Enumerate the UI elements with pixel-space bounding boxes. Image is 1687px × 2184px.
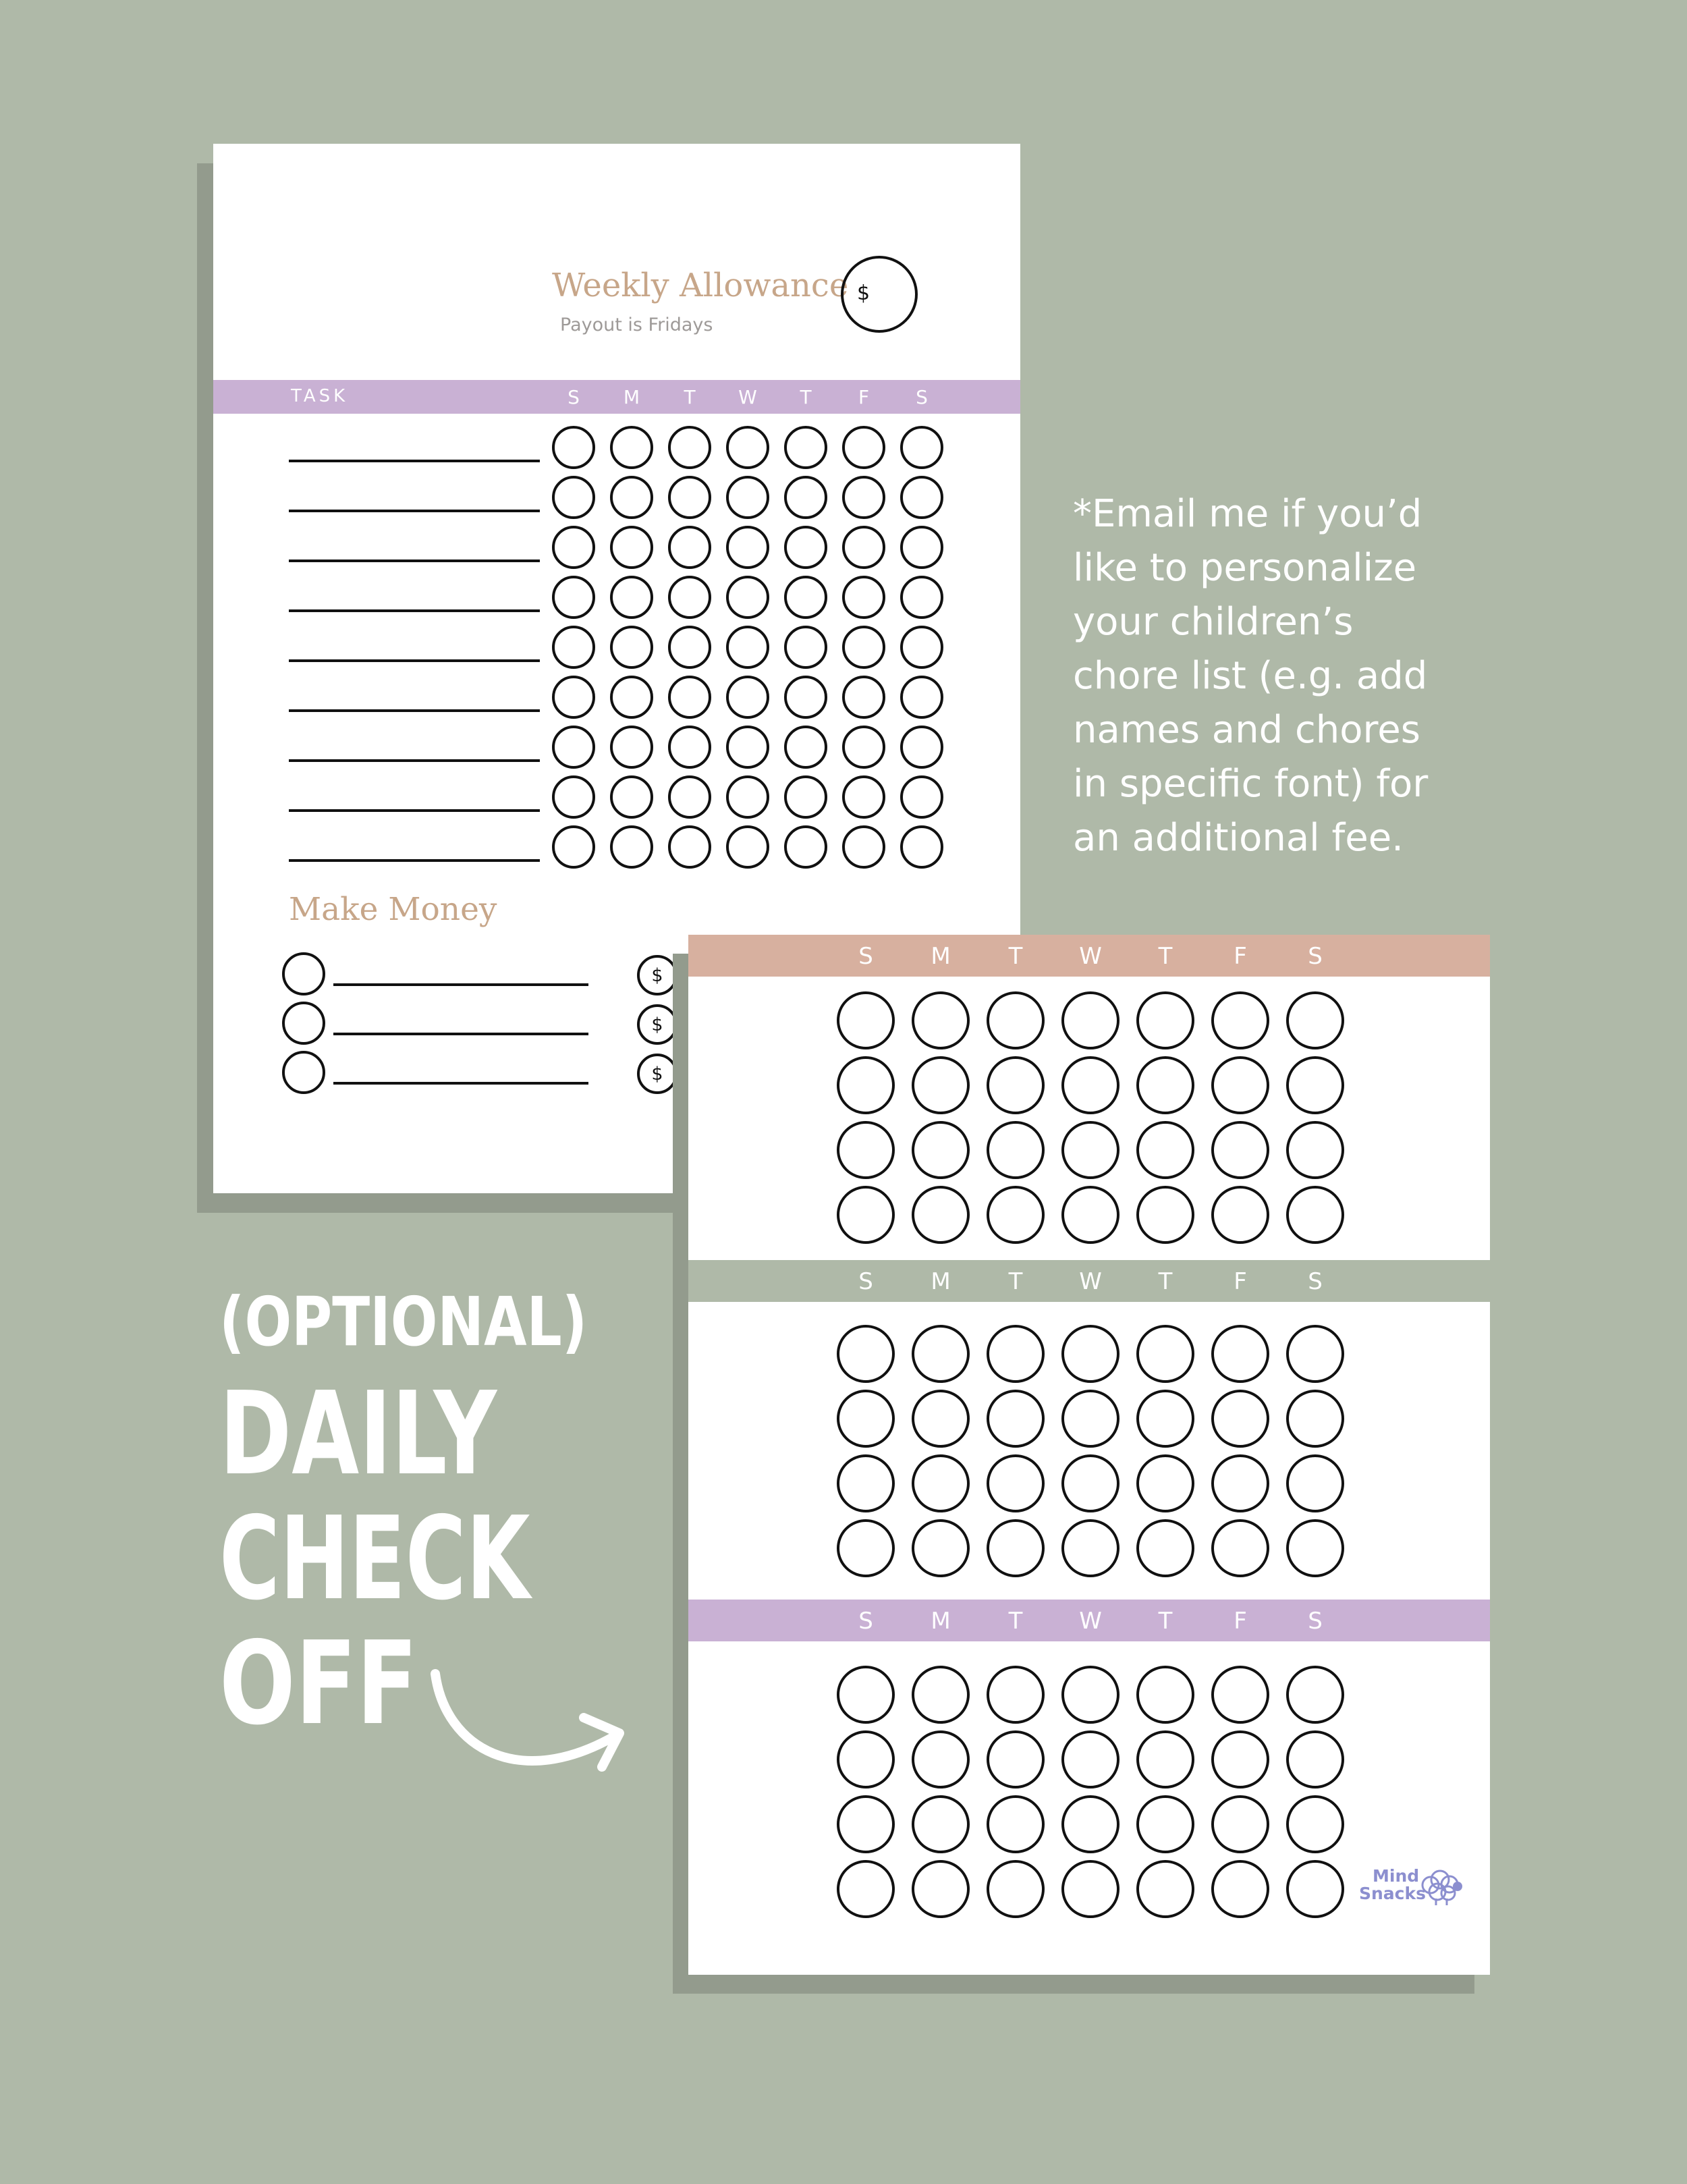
daily-checkbox[interactable]: [1286, 1860, 1344, 1918]
weekly-day-label: S: [568, 386, 580, 408]
daily-checkbox[interactable]: [1136, 1121, 1194, 1179]
daily-checkbox[interactable]: [912, 1056, 970, 1114]
task-day-checkbox[interactable]: [842, 526, 885, 569]
daily-checkbox[interactable]: [1286, 1454, 1344, 1512]
allowance-amount-circle[interactable]: [841, 256, 918, 333]
daily-checkbox[interactable]: [1211, 991, 1269, 1049]
daily-checkbox[interactable]: [1136, 1666, 1194, 1724]
task-day-checkbox[interactable]: [552, 526, 595, 569]
task-day-checkbox[interactable]: [610, 476, 653, 519]
daily-checkbox[interactable]: [1061, 1121, 1119, 1179]
daily-checkbox[interactable]: [1061, 1730, 1119, 1789]
task-day-checkbox[interactable]: [552, 676, 595, 719]
daily-checkbox[interactable]: [1211, 1860, 1269, 1918]
task-day-checkbox[interactable]: [610, 825, 653, 869]
money-amount-circle[interactable]: $: [637, 1054, 677, 1094]
task-day-checkbox[interactable]: [726, 825, 769, 869]
daily-day-label: S: [1308, 1608, 1323, 1635]
daily-checkbox[interactable]: [1211, 1454, 1269, 1512]
task-day-checkbox[interactable]: [552, 825, 595, 869]
daily-checkbox[interactable]: [1061, 1860, 1119, 1918]
task-day-checkbox[interactable]: [726, 476, 769, 519]
daily-checkbox[interactable]: [987, 1519, 1045, 1577]
task-day-checkbox[interactable]: [610, 526, 653, 569]
task-day-checkbox[interactable]: [610, 775, 653, 819]
task-day-checkbox[interactable]: [668, 476, 711, 519]
task-day-checkbox[interactable]: [842, 726, 885, 769]
money-task-checkbox[interactable]: [282, 1002, 325, 1045]
weekly-day-label: S: [916, 386, 928, 408]
daily-checkbox[interactable]: [1211, 1730, 1269, 1789]
task-day-checkbox[interactable]: [842, 825, 885, 869]
task-day-checkbox[interactable]: [552, 626, 595, 669]
daily-checkbox[interactable]: [1061, 1519, 1119, 1577]
task-day-checkbox[interactable]: [726, 576, 769, 619]
task-day-checkbox[interactable]: [552, 726, 595, 769]
daily-checkbox[interactable]: [1061, 1056, 1119, 1114]
daily-checkbox[interactable]: [1061, 1666, 1119, 1724]
daily-checkbox[interactable]: [1211, 1795, 1269, 1853]
daily-checkbox[interactable]: [1286, 1519, 1344, 1577]
daily-checkbox[interactable]: [837, 1666, 895, 1724]
task-day-checkbox[interactable]: [668, 626, 711, 669]
daily-checkbox[interactable]: [912, 1454, 970, 1512]
task-day-checkbox[interactable]: [900, 676, 943, 719]
task-day-checkbox[interactable]: [784, 426, 827, 469]
task-day-checkbox[interactable]: [552, 476, 595, 519]
daily-checkbox[interactable]: [837, 1325, 895, 1383]
task-day-checkbox[interactable]: [842, 576, 885, 619]
note-line: your children’s: [1073, 600, 1354, 644]
task-day-checkbox[interactable]: [784, 476, 827, 519]
task-day-checkbox[interactable]: [610, 426, 653, 469]
task-day-checkbox[interactable]: [784, 576, 827, 619]
money-task-line[interactable]: [333, 1033, 588, 1035]
daily-day-label: S: [858, 943, 873, 970]
daily-check-off-sheet: [688, 935, 1490, 1975]
daily-day-label: S: [1308, 943, 1323, 970]
task-header-bar: [213, 380, 1020, 414]
daily-checkbox[interactable]: [837, 1390, 895, 1448]
daily-checkbox[interactable]: [1286, 1795, 1344, 1853]
task-name-line[interactable]: [289, 609, 540, 612]
task-day-checkbox[interactable]: [842, 626, 885, 669]
task-day-checkbox[interactable]: [842, 775, 885, 819]
daily-checkbox[interactable]: [912, 1390, 970, 1448]
note-line: chore list (e.g. add: [1073, 654, 1428, 698]
daily-day-label: T: [1008, 1608, 1023, 1635]
daily-day-label: F: [1234, 943, 1247, 970]
weekly-title: Weekly Allowance: [552, 267, 849, 304]
task-name-line[interactable]: [289, 709, 540, 712]
daily-day-label: S: [858, 1608, 873, 1635]
daily-checkbox[interactable]: [1211, 1121, 1269, 1179]
task-day-checkbox[interactable]: [900, 526, 943, 569]
daily-checkbox[interactable]: [987, 1860, 1045, 1918]
daily-checkbox[interactable]: [1211, 1056, 1269, 1114]
daily-checkbox[interactable]: [1211, 1390, 1269, 1448]
daily-checkbox[interactable]: [1136, 1860, 1194, 1918]
note-line: in specific font) for: [1073, 762, 1429, 806]
daily-day-label: M: [931, 1608, 951, 1635]
daily-day-label: W: [1079, 943, 1102, 970]
dollar-sign: $: [857, 281, 870, 305]
daily-day-label: T: [1008, 943, 1023, 970]
daily-checkbox[interactable]: [837, 1730, 895, 1789]
payout-subtitle: Payout is Fridays: [560, 315, 713, 335]
daily-checkbox[interactable]: [1286, 991, 1344, 1049]
daily-checkbox[interactable]: [1136, 991, 1194, 1049]
daily-checkbox[interactable]: [1061, 1186, 1119, 1244]
promo-daily: DAILY: [219, 1367, 497, 1501]
daily-checkbox[interactable]: [987, 1186, 1045, 1244]
task-day-checkbox[interactable]: [610, 676, 653, 719]
daily-day-label: T: [1158, 1268, 1173, 1295]
daily-day-label: T: [1158, 943, 1173, 970]
daily-checkbox[interactable]: [912, 991, 970, 1049]
task-day-checkbox[interactable]: [900, 626, 943, 669]
task-day-checkbox[interactable]: [900, 476, 943, 519]
task-day-checkbox[interactable]: [726, 526, 769, 569]
daily-checkbox[interactable]: [987, 1121, 1045, 1179]
task-day-checkbox[interactable]: [726, 426, 769, 469]
task-day-checkbox[interactable]: [726, 676, 769, 719]
task-day-checkbox[interactable]: [784, 626, 827, 669]
promo-off: OFF: [219, 1617, 418, 1751]
daily-checkbox[interactable]: [1286, 1186, 1344, 1244]
curved-arrow-icon: [405, 1647, 648, 1809]
daily-checkbox[interactable]: [1211, 1519, 1269, 1577]
note-line: an additional fee.: [1073, 816, 1404, 860]
task-day-checkbox[interactable]: [726, 726, 769, 769]
daily-checkbox[interactable]: [912, 1519, 970, 1577]
daily-checkbox[interactable]: [837, 1454, 895, 1512]
daily-day-label: S: [858, 1268, 873, 1295]
task-day-checkbox[interactable]: [552, 426, 595, 469]
weekly-day-label: T: [684, 386, 696, 408]
daily-checkbox[interactable]: [987, 1056, 1045, 1114]
promo-check: CHECK: [219, 1492, 530, 1626]
daily-checkbox[interactable]: [1061, 1454, 1119, 1512]
daily-checkbox[interactable]: [987, 1454, 1045, 1512]
task-day-checkbox[interactable]: [668, 825, 711, 869]
daily-checkbox[interactable]: [1286, 1325, 1344, 1383]
daily-checkbox[interactable]: [837, 1121, 895, 1179]
task-day-checkbox[interactable]: [668, 576, 711, 619]
daily-checkbox[interactable]: [1211, 1186, 1269, 1244]
task-day-checkbox[interactable]: [900, 576, 943, 619]
daily-checkbox[interactable]: [1136, 1519, 1194, 1577]
task-day-checkbox[interactable]: [900, 775, 943, 819]
daily-checkbox[interactable]: [837, 1795, 895, 1853]
daily-day-label: T: [1008, 1268, 1023, 1295]
weekly-day-label: W: [738, 386, 757, 408]
task-day-checkbox[interactable]: [668, 676, 711, 719]
daily-checkbox[interactable]: [837, 1186, 895, 1244]
task-day-checkbox[interactable]: [784, 825, 827, 869]
daily-checkbox[interactable]: [1286, 1121, 1344, 1179]
weekly-day-label: M: [623, 386, 640, 408]
task-day-checkbox[interactable]: [900, 426, 943, 469]
logo-text-mind: Mind: [1373, 1866, 1420, 1886]
daily-checkbox[interactable]: [837, 1519, 895, 1577]
daily-checkbox[interactable]: [1286, 1390, 1344, 1448]
daily-day-label: F: [1234, 1268, 1247, 1295]
daily-checkbox[interactable]: [912, 1730, 970, 1789]
task-name-line[interactable]: [289, 510, 540, 512]
daily-day-label: W: [1079, 1268, 1102, 1295]
weekly-day-label: T: [800, 386, 812, 408]
task-day-checkbox[interactable]: [552, 576, 595, 619]
daily-day-label: S: [1308, 1268, 1323, 1295]
task-day-checkbox[interactable]: [900, 825, 943, 869]
task-day-checkbox[interactable]: [784, 526, 827, 569]
daily-checkbox[interactable]: [912, 1186, 970, 1244]
make-money-title: Make Money: [289, 891, 497, 928]
task-day-checkbox[interactable]: [842, 676, 885, 719]
daily-day-label: M: [931, 1268, 951, 1295]
daily-checkbox[interactable]: [987, 1666, 1045, 1724]
task-day-checkbox[interactable]: [726, 626, 769, 669]
weekly-day-label: F: [858, 386, 870, 408]
task-name-line[interactable]: [289, 809, 540, 812]
daily-checkbox[interactable]: [837, 1860, 895, 1918]
task-day-checkbox[interactable]: [726, 775, 769, 819]
task-name-line[interactable]: [289, 759, 540, 762]
task-day-checkbox[interactable]: [552, 775, 595, 819]
daily-checkbox[interactable]: [987, 1730, 1045, 1789]
task-day-checkbox[interactable]: [668, 726, 711, 769]
task-day-checkbox[interactable]: [784, 726, 827, 769]
daily-checkbox[interactable]: [1136, 1454, 1194, 1512]
task-day-checkbox[interactable]: [610, 576, 653, 619]
daily-checkbox[interactable]: [1061, 991, 1119, 1049]
note-line: *Email me if you’d: [1073, 492, 1422, 536]
task-day-checkbox[interactable]: [784, 775, 827, 819]
daily-checkbox[interactable]: [1211, 1325, 1269, 1383]
task-name-line[interactable]: [289, 559, 540, 562]
task-day-checkbox[interactable]: [610, 726, 653, 769]
daily-checkbox[interactable]: [987, 991, 1045, 1049]
task-day-checkbox[interactable]: [784, 676, 827, 719]
promo-optional: (OPTIONAL): [219, 1282, 588, 1361]
task-day-checkbox[interactable]: [842, 426, 885, 469]
money-amount-circle[interactable]: $: [637, 955, 677, 995]
daily-checkbox[interactable]: [912, 1666, 970, 1724]
daily-day-label: F: [1234, 1608, 1247, 1635]
money-task-checkbox[interactable]: [282, 952, 325, 995]
task-name-line[interactable]: [289, 460, 540, 462]
daily-checkbox[interactable]: [1136, 1325, 1194, 1383]
task-day-checkbox[interactable]: [900, 726, 943, 769]
daily-checkbox[interactable]: [1286, 1730, 1344, 1789]
task-name-line[interactable]: [289, 859, 540, 862]
daily-checkbox[interactable]: [1061, 1325, 1119, 1383]
task-day-checkbox[interactable]: [610, 626, 653, 669]
daily-checkbox[interactable]: [1211, 1666, 1269, 1724]
daily-day-label: T: [1158, 1608, 1173, 1635]
daily-checkbox[interactable]: [912, 1121, 970, 1179]
personalize-note: [1073, 487, 1428, 865]
money-task-checkbox[interactable]: [282, 1051, 325, 1094]
task-header-label: TASK: [291, 386, 349, 406]
task-name-line[interactable]: [289, 659, 540, 662]
daily-day-label: M: [931, 943, 951, 970]
daily-checkbox[interactable]: [912, 1325, 970, 1383]
task-day-checkbox[interactable]: [668, 775, 711, 819]
daily-checkbox[interactable]: [987, 1325, 1045, 1383]
daily-checkbox[interactable]: [837, 1056, 895, 1114]
money-task-line[interactable]: [333, 1082, 588, 1085]
logo-text-snacks: Snacks: [1359, 1884, 1426, 1903]
daily-checkbox[interactable]: [1136, 1730, 1194, 1789]
daily-checkbox[interactable]: [1286, 1056, 1344, 1114]
note-line: like to personalize: [1073, 546, 1417, 590]
daily-checkbox[interactable]: [912, 1860, 970, 1918]
daily-checkbox[interactable]: [987, 1390, 1045, 1448]
task-day-checkbox[interactable]: [668, 426, 711, 469]
daily-checkbox[interactable]: [1136, 1390, 1194, 1448]
task-day-checkbox[interactable]: [842, 476, 885, 519]
daily-checkbox[interactable]: [837, 991, 895, 1049]
daily-day-label: W: [1079, 1608, 1102, 1635]
money-task-line[interactable]: [333, 983, 588, 986]
daily-checkbox[interactable]: [987, 1795, 1045, 1853]
daily-checkbox[interactable]: [912, 1795, 970, 1853]
daily-checkbox[interactable]: [1136, 1186, 1194, 1244]
task-day-checkbox[interactable]: [668, 526, 711, 569]
note-line: names and chores: [1073, 708, 1420, 752]
daily-checkbox[interactable]: [1061, 1795, 1119, 1853]
daily-checkbox[interactable]: [1286, 1666, 1344, 1724]
daily-checkbox[interactable]: [1061, 1390, 1119, 1448]
daily-checkbox[interactable]: [1136, 1795, 1194, 1853]
mind-snacks-logo: [1359, 1865, 1467, 1912]
daily-checkbox[interactable]: [1136, 1056, 1194, 1114]
money-amount-circle[interactable]: $: [637, 1004, 677, 1045]
